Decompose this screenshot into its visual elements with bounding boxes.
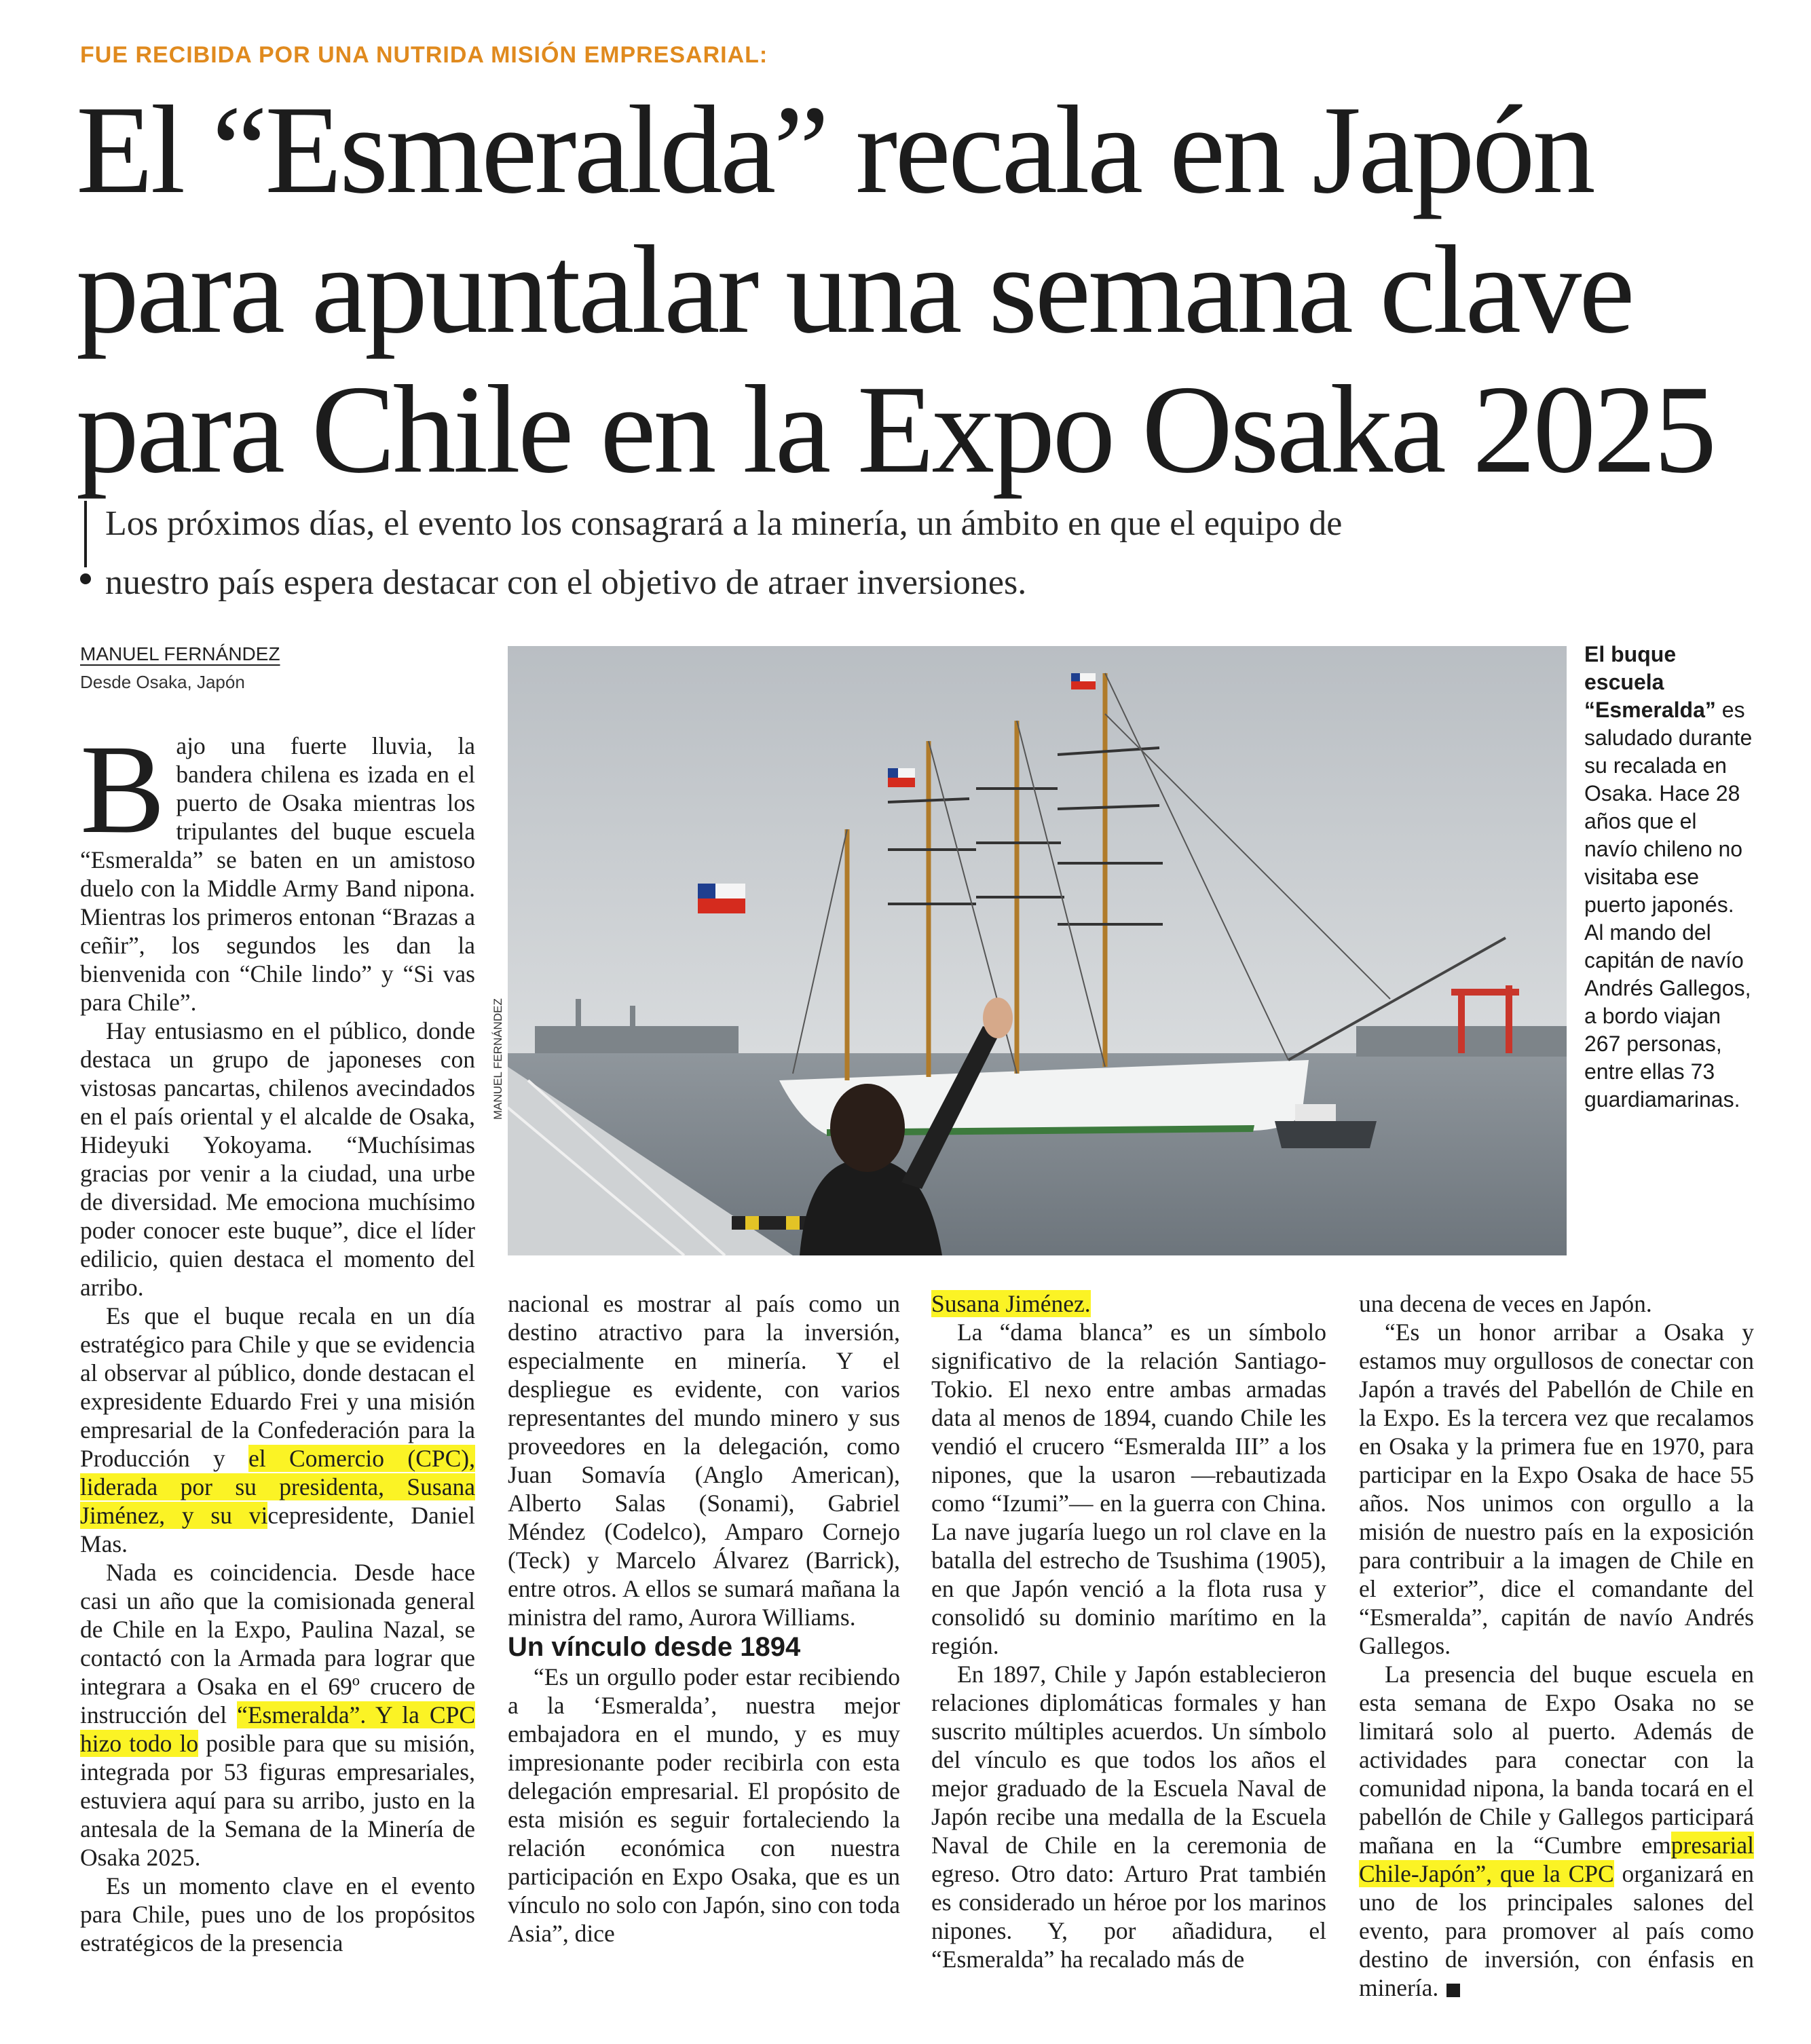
- highlight-cpc-esmeralda: “Esmeralda”. Y la CPC hizo todo lo: [80, 1701, 475, 1757]
- paragraph-2: Hay entusiasmo en el público, donde destaca un grupo de japoneses con vistosas pancartas, chilenos avecindados en el país oriental y el alcalde de Osaka, Hideyuki Yokoyama. “Muchísimas gracias por venir a la ciudad, una urbe de diversidad. Me emociona muchísimo poder conocer este buque”, dice el líder edilicio, quien destaca el momento del arribo.: [80, 1017, 475, 1301]
- column-2: [508, 1289, 900, 1948]
- paragraph-13: [1359, 1660, 1754, 2002]
- deck-line-1: Los próximos días, el evento los consagrará a la minería, un ámbito en que el equipo de: [105, 504, 1343, 543]
- subhead: Un vínculo desde 1894: [508, 1632, 801, 1662]
- photo-credit: MANUEL FERNÁNDEZ: [491, 998, 504, 1120]
- highlight-cumbre: presarial Chile-Japón”, que la CPC: [1359, 1832, 1754, 1887]
- paragraph-5: Es un momento clave en el evento para Chile, pues uno de los propósitos estratégicos de la presencia: [80, 1872, 475, 1956]
- paragraph-3-end: cepresidente, Daniel Mas.: [80, 1502, 475, 1557]
- paragraph-4-text: Nada es coincidencia. Desde hace casi un año que la comisionada general de Chile en la Expo, Paulina Nazal, se contactó con la Armada para lograr que integrara a Osaka en el 69º crucero de instrucción del: [80, 1559, 475, 1728]
- headline: [76, 80, 1732, 499]
- paragraph-10: En 1897, Chile y Japón establecieron relaciones diplomáticas formales y han suscrito múltiples acuerdos. Un símbolo del vínculo es que todos los años el mejor graduado de la Escuela Naval de Japón recibe una medalla de la Escuela Naval de Chile en la ceremonia de egreso. Otro dato: Arturo Prat también es considerado un héroe por los marinos nipones. Y, por añadidura, el “Esmeralda” ha recalado más de: [931, 1661, 1326, 1973]
- photo-esmeralda-ship: [508, 646, 1567, 1255]
- byline: MANUEL FERNÁNDEZ: [80, 643, 280, 664]
- paragraph-8: [931, 1289, 1326, 1318]
- highlight-cpc-leadership: el Comercio (CPC), liderada por su presidenta, Susana Jiménez, y su vi: [80, 1445, 475, 1529]
- deck-bar-mark: [84, 501, 87, 567]
- paragraph-7: “Es un orgullo poder estar recibiendo a la ‘Esmeralda’, nuestra mejor embajadora en el mundo, y es muy impresionante poder recibirla con esta delegación empresarial. El propósito de esta misión es seguir fortaleciendo la relación económica con nuestra participación en Expo Osaka, que es un vínculo no solo con Japón, sino con toda Asia”, dice: [508, 1663, 900, 1947]
- chilean-flag-icon: [698, 884, 745, 913]
- headline-line-3: para Chile en la Expo Osaka 2025: [76, 360, 1715, 499]
- paragraph-6: nacional es mostrar al país como un destino atractivo para la inversión, especialmente en minería. Y el despliegue es evidente, con varios representantes del mundo minero y sus proveedores en la delegación, como Juan Somavía (Anglo American), Alberto Salas (Sonami), Gabriel Méndez (Codelco), Amparo Cornejo (Teck) y Marcelo Álvarez (Barrick), entre otros. A ellos se sumará mañana la ministra del ramo, Aurora Williams.: [508, 1290, 900, 1631]
- paragraph-9: La “dama blanca” es un símbolo significativo de la relación Santiago-Tokio. El nexo entre ambas armadas data al menos de 1894, cuando Chile les vendió el crucero “Esmeralda III” a los nipones, que la usaron —rebautizada como “Izumi”— en la guerra con China. La nave jugaría luego un rol clave en la batalla del estrecho de Tsushima (1905), en que Japón venció a la flota rusa y consolidó su dominio marítimo en la región.: [931, 1319, 1326, 1659]
- end-of-article-icon: [1446, 1984, 1460, 1997]
- photo-caption: [1584, 641, 1754, 1114]
- drop-cap: B: [80, 718, 166, 860]
- paragraph-4-end: posible para que su misión, integrada por 53 figuras empresariales, estuviera aquí para su arribo, justo en la antesala de la Semana de la Minería de Osaka 2025.: [80, 1730, 475, 1871]
- column-1: [80, 718, 475, 1957]
- paragraph-13-text: La presencia del buque escuela en esta semana de Expo Osaka no se limitará solo al puerto. Además de actividades para conectar con la comunidad nipona, la banda tocará en el pabellón de Chile y Gallegos participará mañana en la “Cumbre em: [1359, 1661, 1754, 1859]
- paragraph-1-text: ajo una fuerte lluvia, la bandera chilena es izada en el puerto de Osaka mientras los tripulantes del buque escuela “Esmeralda” se baten en un amistoso duelo con la Middle Army Band nipona. Mientras los primeros entonan “Brazas a ceñir”, los segundos les dan la bienvenida con “Chile lindo” y “Si vas para Chile”.: [80, 732, 475, 1016]
- column-3: [931, 1289, 1326, 1973]
- deck: [105, 494, 1666, 612]
- paragraph-3: [80, 1302, 475, 1558]
- dateline: Desde Osaka, Japón: [80, 672, 245, 692]
- paragraph-3-text: Es que el buque recala en un día estratégico para Chile y que se evidencia al observar al público, donde destacan el expresidente Eduardo Frei y una misión empresarial de la Confederación para la Producción y: [80, 1302, 475, 1472]
- deck-line-2: nuestro país espera destacar con el objetivo de atraer inversiones.: [105, 563, 1027, 602]
- headline-line-2: para apuntalar una semana clave: [76, 220, 1632, 360]
- paragraph-13-end: organizará en uno de los principales salones del evento, para promover al país como destino de inversión, con énfasis en minería.: [1359, 1860, 1754, 2001]
- paragraph-1: [80, 718, 475, 1017]
- headline-line-1: El “Esmeralda” recala en Japón: [76, 80, 1593, 220]
- caption-lead: El buque escuela “Esmeralda”: [1584, 642, 1716, 722]
- paragraph-4: [80, 1558, 475, 1872]
- highlight-susana-jimenez: Susana Jiménez.: [931, 1290, 1091, 1317]
- column-4: [1359, 1289, 1754, 2002]
- ship-illustration: [508, 646, 1567, 1255]
- paragraph-12: “Es un honor arribar a Osaka y estamos muy orgullosos de conectar con Japón a través del Pabellón de Chile en la Expo. Es la tercera vez que recalamos en Osaka y la primera fue en 1970, para participar en la Expo Osaka de hace 55 años. Nos unimos con orgullo a la misión de nuestro país en la exposición para contribuir a la imagen de Chile en el exterior”, dice el comandante del “Esmeralda”, capitán de navío Andrés Gallegos.: [1359, 1319, 1754, 1659]
- deck-bullet: [80, 573, 91, 584]
- paragraph-11: una decena de veces en Japón.: [1359, 1290, 1652, 1317]
- caption-text: es saludado durante su recalada en Osaka. Hace 28 años que el navío chileno no visitaba ese puerto japonés. Al mando del capitán de navío Andrés Gallegos, a bordo viajan 267 personas, entre ellas 73 guardiamarinas.: [1584, 698, 1753, 1112]
- kicker: FUE RECIBIDA POR UNA NUTRIDA MISIÓN EMPRESARIAL:: [80, 42, 768, 68]
